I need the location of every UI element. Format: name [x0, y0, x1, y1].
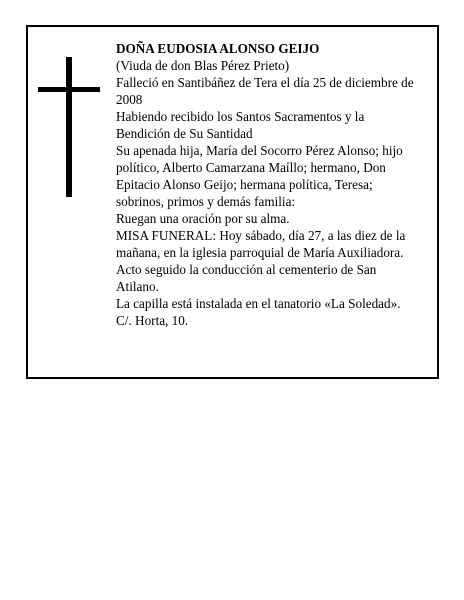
obituary-text: [116, 40, 420, 329]
family-list: Su apenada hija, María del Socorro Pérez Alonso; hijo político, Alberto Camarzana Maíllo; hermano, Don Epitacio Alonso Geijo; hermana política, Teresa; sobrinos, primos y demás familia:: [116, 143, 403, 209]
prayer-request: Ruegan una oración por su alma.: [116, 211, 290, 226]
death-announcement: Falleció en Santibáñez de Tera el día 25 de diciembre de 2008: [116, 75, 414, 107]
funeral-mass: MISA FUNERAL: Hoy sábado, día 27, a las diez de la mañana, en la iglesia parroquial de María Auxiliadora.: [116, 228, 406, 260]
cross-vertical-bar: [66, 57, 72, 197]
cross-horizontal-bar: [38, 87, 100, 92]
address-line: C/. Horta, 10.: [116, 313, 189, 328]
chapel-line: La capilla está instalada en el tanatorio «La Soledad».: [116, 296, 401, 311]
burial-line: Acto seguido la conducción al cementerio de San Atilano.: [116, 262, 377, 294]
obituary-notice: [26, 25, 439, 379]
deceased-name: DOÑA EUDOSIA ALONSO GEIJO: [116, 41, 320, 56]
sacraments-line: Habiendo recibido los Santos Sacramentos y la Bendición de Su Santidad: [116, 109, 365, 141]
widow-of-line: (Viuda de don Blas Pérez Prieto): [116, 58, 290, 73]
